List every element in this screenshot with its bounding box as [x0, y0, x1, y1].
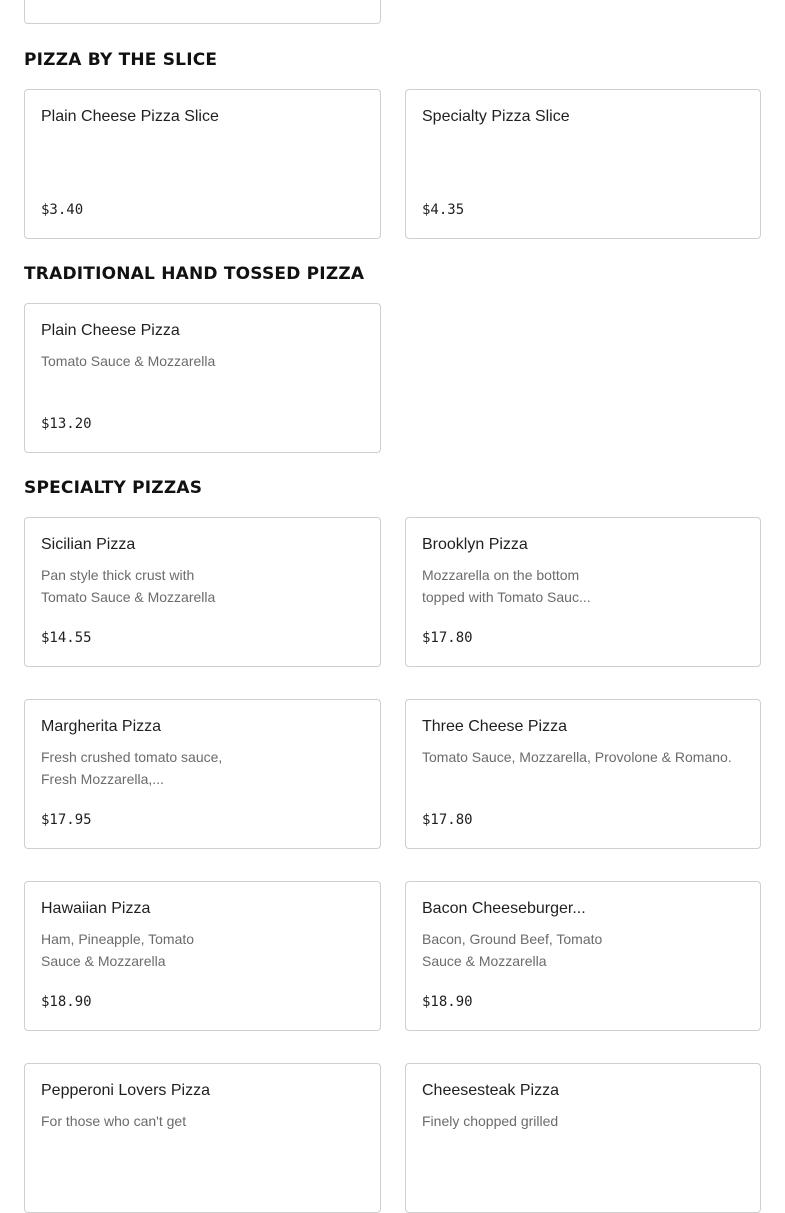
item-description: Mozzarella on the bottom topped with Tomato Sauc... [422, 567, 591, 605]
menu-item-card[interactable] [24, 1063, 381, 1213]
item-name: Cheesesteak Pizza [422, 1082, 559, 1099]
item-price: $18.90 [41, 994, 92, 1010]
item-description: Pan style thick crust with Tomato Sauce & Mozzarella [41, 567, 216, 605]
item-price: $17.80 [422, 812, 473, 828]
item-name: Sicilian Pizza [41, 536, 136, 553]
menu-item-card[interactable] [405, 699, 761, 849]
item-price: $14.55 [41, 630, 92, 646]
item-description: Tomato Sauce & Mozzarella [41, 353, 216, 369]
item-price [41, 0, 83, 1]
item-price: $17.80 [422, 630, 473, 646]
item-name: Hawaiian Pizza [41, 900, 151, 917]
item-name: Plain Cheese Pizza [41, 322, 180, 339]
menu-item-card[interactable] [24, 881, 381, 1031]
item-price: $3.40 [41, 202, 84, 218]
item-description: Finely chopped grilled [422, 1113, 559, 1129]
item-price: $4.35 [422, 202, 465, 218]
menu-item-card[interactable] [24, 0, 381, 24]
section-title: SPECIALTY PIZZAS [24, 478, 203, 498]
item-name: Specialty Pizza Slice [422, 108, 570, 125]
menu-item-card[interactable] [405, 1063, 761, 1213]
item-description: For those who can't get [41, 1113, 187, 1129]
item-name: Margherita Pizza [41, 718, 162, 735]
menu-item-card[interactable] [405, 89, 761, 239]
menu-item-card[interactable] [24, 303, 381, 453]
item-price: $17.95 [41, 812, 92, 828]
menu-item-card[interactable] [24, 699, 381, 849]
item-description: Bacon, Ground Beef, Tomato Sauce & Mozzarella [422, 931, 603, 969]
section-title: PIZZA BY THE SLICE [24, 50, 218, 70]
section-title: TRADITIONAL HAND TOSSED PIZZA [24, 264, 365, 284]
item-description: Tomato Sauce, Mozzarella, Provolone & Romano. [422, 749, 732, 765]
item-name: Brooklyn Pizza [422, 536, 528, 553]
item-description: Fresh crushed tomato sauce, Fresh Mozzarella,... [41, 749, 223, 787]
item-price: $13.20 [41, 416, 92, 432]
item-description: Ham, Pineapple, Tomato Sauce & Mozzarella [41, 931, 195, 969]
item-price: $18.90 [422, 994, 473, 1010]
item-name: Plain Cheese Pizza Slice [41, 108, 219, 125]
item-name: Three Cheese Pizza [422, 718, 567, 735]
item-name: Bacon Cheeseburger... [422, 900, 586, 917]
item-name: Pepperoni Lovers Pizza [41, 1082, 210, 1099]
menu-item-card[interactable] [405, 517, 761, 667]
menu-item-card[interactable] [405, 881, 761, 1031]
menu-item-card[interactable] [24, 517, 381, 667]
menu-item-card[interactable] [24, 89, 381, 239]
